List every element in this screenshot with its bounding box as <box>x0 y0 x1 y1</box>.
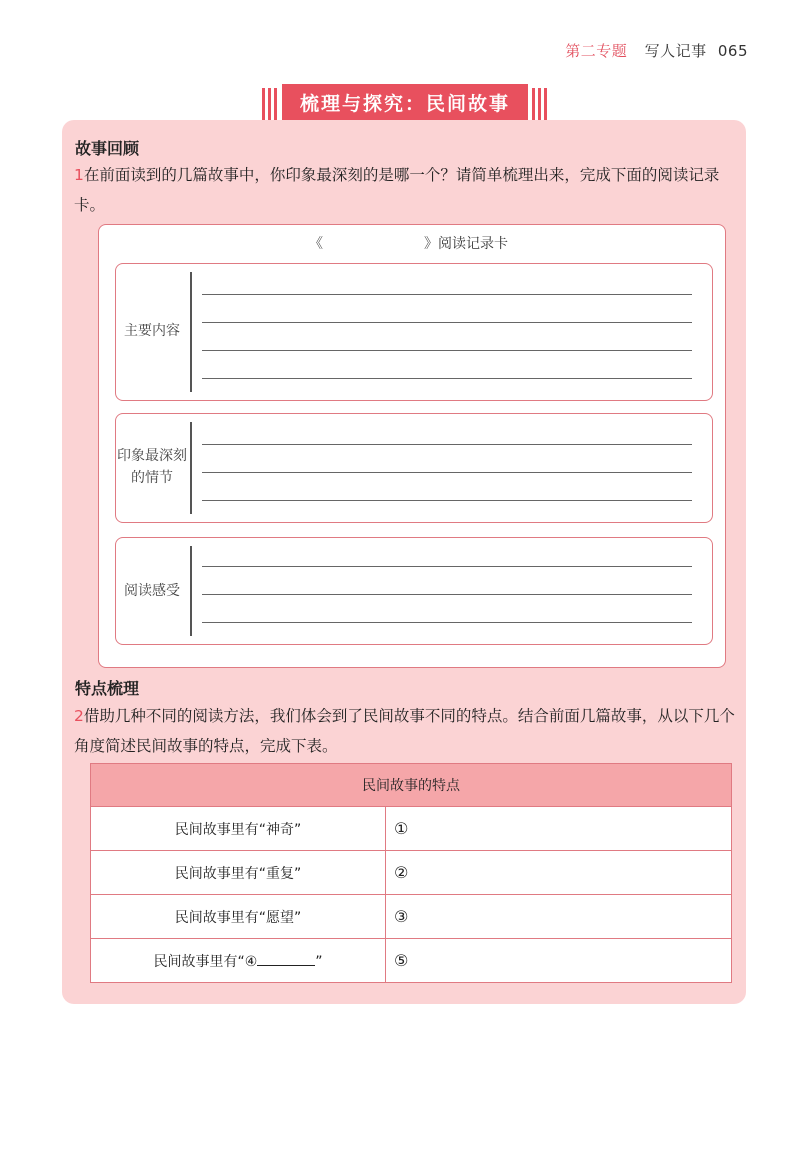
page-number: 065 <box>717 42 748 60</box>
section-title-review: 故事回顾 <box>75 139 140 158</box>
question-1 <box>74 160 742 220</box>
table-cell-aspect: 民间故事里有“神奇” <box>91 807 386 851</box>
table-header: 民间故事的特点 <box>91 764 732 807</box>
page-header <box>565 40 748 61</box>
table-row <box>91 939 732 983</box>
section-title-features: 特点梳理 <box>75 679 140 698</box>
record-row-main-content <box>115 263 713 401</box>
table-cell-answer[interactable]: ③ <box>386 895 732 939</box>
table-cell-aspect <box>91 939 386 983</box>
record-row-label: 印象最深刻的情节 <box>117 448 187 486</box>
banner-stripes-right <box>532 88 548 120</box>
record-row-impressive-plot <box>115 413 713 523</box>
row-divider <box>190 546 192 636</box>
question-1-number: 1 <box>74 166 84 184</box>
writing-line[interactable] <box>202 444 692 445</box>
table-cell-answer[interactable]: ⑤ <box>386 939 732 983</box>
row-divider <box>190 272 192 392</box>
writing-line[interactable] <box>202 378 692 379</box>
card-title-open-bracket: 《 <box>309 236 323 252</box>
record-row-label: 主要内容 <box>124 323 180 339</box>
aspect-prefix: 民间故事里有“④ <box>153 953 258 970</box>
question-1-text: 在前面读到的几篇故事中，你印象最深刻的是哪一个？请简单梳理出来，完成下面的阅读记录卡。 <box>74 166 720 214</box>
table-cell-answer[interactable]: ② <box>386 851 732 895</box>
question-2 <box>74 701 742 761</box>
writing-line[interactable] <box>202 500 692 501</box>
writing-line[interactable] <box>202 322 692 323</box>
table-cell-aspect: 民间故事里有“愿望” <box>91 895 386 939</box>
table-row <box>91 807 732 851</box>
record-row-reading-feeling <box>115 537 713 645</box>
question-2-text: 借助几种不同的阅读方法，我们体会到了民间故事不同的特点。结合前面几篇故事，从以下几个角度简述民间故事的特点，完成下表。 <box>74 707 735 755</box>
record-row-label: 阅读感受 <box>124 583 180 599</box>
table-cell-answer[interactable]: ① <box>386 807 732 851</box>
table-row <box>91 895 732 939</box>
row-divider <box>190 422 192 514</box>
fill-in-blank[interactable] <box>257 951 315 966</box>
writing-line[interactable] <box>202 294 692 295</box>
features-table <box>90 763 732 983</box>
table-cell-aspect: 民间故事里有“重复” <box>91 851 386 895</box>
card-title-text: 》阅读记录卡 <box>424 236 508 252</box>
chapter-label: 第二专题 <box>565 42 628 60</box>
writing-line[interactable] <box>202 350 692 351</box>
question-2-number: 2 <box>74 707 84 725</box>
table-row <box>91 851 732 895</box>
writing-line[interactable] <box>202 622 692 623</box>
writing-line[interactable] <box>202 594 692 595</box>
section-banner <box>262 84 548 124</box>
banner-stripes-left <box>262 88 278 120</box>
banner-title: 梳理与探究：民间故事 <box>282 84 528 124</box>
reading-record-card <box>98 224 726 668</box>
writing-line[interactable] <box>202 472 692 473</box>
topic-label: 写人记事 <box>644 42 707 60</box>
aspect-suffix: ” <box>315 953 323 970</box>
writing-line[interactable] <box>202 566 692 567</box>
